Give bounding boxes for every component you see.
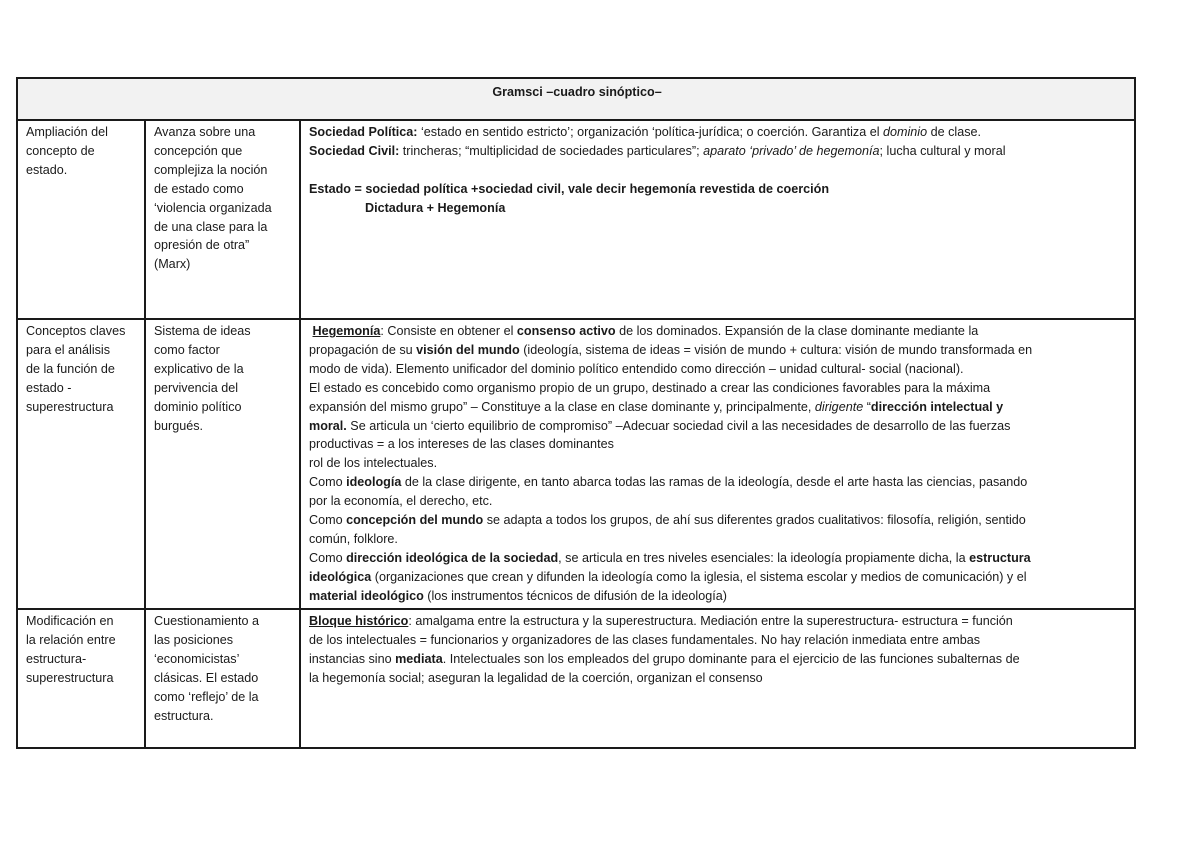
row-detail-cell — [300, 609, 1135, 748]
table-title: Gramsci –cuadro sinóptico– — [17, 78, 1135, 120]
row-summary-cell — [145, 319, 300, 609]
blank-line — [309, 161, 1128, 180]
text-run: (los instrumentos técnicos de difusión de la ideología) — [423, 588, 727, 603]
bold-term: visión del mundo — [416, 342, 520, 357]
text-run: : amalgama entre la estructura y la superestructura. Mediación entre la superestructura- estructura = función — [408, 614, 1013, 628]
table-row — [17, 609, 1135, 748]
text-run: , se articula en tres niveles esenciales: la ideología propiamente dicha, la — [558, 550, 970, 565]
row-detail-cell — [300, 319, 1135, 609]
text-line: El estado es concebido como organismo propio de un grupo, destinado a crear las condiciones favorables para la máxima — [309, 380, 991, 395]
text-line: modo de vida). Elemento unificador del dominio político entendido como dirección – unidad cultural- social (nacional). — [309, 361, 964, 376]
text-line: estado - — [26, 380, 72, 395]
text-run: “ — [863, 399, 871, 414]
text-run: instancias sino — [309, 651, 396, 666]
bold-term: dirección intelectual y — [870, 399, 1004, 414]
text-run: Como — [309, 513, 347, 528]
text-line: clásicas. El estado — [154, 670, 259, 685]
text-line: estado. — [26, 162, 68, 177]
synoptic-table — [16, 77, 1136, 749]
text-line: de estado como — [154, 181, 244, 196]
text-line: para el análisis — [26, 342, 111, 357]
bold-term: consenso activo — [516, 324, 616, 338]
row-topic-cell — [17, 120, 145, 319]
text-line — [309, 417, 1128, 436]
bold-term: ideológica — [309, 569, 372, 584]
bold-term: Sociedad Civil: — [309, 143, 400, 158]
bold-term: concepción del mundo — [346, 513, 484, 528]
text-run: (ideología, sistema de ideas = visión de mundo + cultura: visión de mundo transformada en — [519, 342, 1033, 357]
text-line — [309, 341, 1128, 360]
text-line: estructura- — [26, 651, 87, 666]
text-run: ; lucha cultural y moral — [879, 143, 1006, 158]
text-line — [309, 612, 1128, 631]
text-line: como factor — [154, 342, 220, 357]
text-line — [309, 587, 1128, 606]
text-line — [309, 398, 1128, 417]
text-line: la hegemonía social; aseguran la legalidad de la coerción, organizan el consenso — [309, 670, 763, 685]
text-run: expansión del mismo grupo” – Constituye a la clase en clase dominante y, principalmente, — [309, 399, 815, 414]
text-line — [309, 180, 1128, 199]
text-run: de los dominados. Expansión de la clase dominante mediante la — [615, 324, 979, 338]
text-line — [309, 199, 1128, 218]
text-line: Modificación en — [26, 614, 114, 628]
text-line — [309, 473, 1128, 492]
text-line: común, folklore. — [309, 531, 398, 546]
text-line: de una clase para la — [154, 219, 268, 234]
text-line: como ‘reflejo’ de la — [154, 689, 259, 704]
text-line: la relación entre — [26, 632, 116, 647]
table-row — [17, 120, 1135, 319]
text-line: opresión de otra” — [154, 238, 250, 253]
text-line — [309, 650, 1128, 669]
bold-formula: Dictadura + Hegemonía — [365, 200, 506, 215]
text-line — [309, 549, 1128, 568]
bold-term: moral. — [309, 418, 347, 433]
text-line: de la función de — [26, 361, 115, 376]
italic-term: aparato ‘privado’ de hegemonía — [703, 143, 880, 158]
text-line: las posiciones — [154, 632, 234, 647]
text-line: estructura. — [154, 708, 214, 723]
bold-term: estructura — [969, 550, 1031, 565]
row-summary-cell — [145, 120, 300, 319]
table-row — [17, 319, 1135, 609]
text-line: pervivencia del — [154, 380, 239, 395]
text-run: : Consiste en obtener el — [380, 324, 517, 338]
bold-term: dirección ideológica de la sociedad — [346, 550, 559, 565]
text-run: de clase. — [927, 125, 982, 139]
text-run: Se articula un ‘cierto equilibrio de compromiso” –Adecuar sociedad civil a las necesidades de desarrollo de las fuerzas — [346, 418, 1011, 433]
row-detail-cell — [300, 120, 1135, 319]
text-line: (Marx) — [154, 257, 191, 272]
text-line: productivas = a los intereses de las clases dominantes — [309, 437, 614, 452]
table-header-row — [17, 78, 1135, 120]
text-line: superestructura — [26, 670, 114, 685]
text-line: Cuestionamiento a — [154, 614, 260, 628]
text-line: ‘economicistas’ — [154, 651, 240, 666]
text-line: rol de los intelectuales. — [309, 456, 438, 471]
text-line: concepto de — [26, 143, 95, 158]
text-line: Avanza sobre una — [154, 125, 256, 139]
italic-term: dominio — [883, 125, 928, 139]
row-topic-cell — [17, 319, 145, 609]
text-run: Como — [309, 475, 347, 490]
text-line — [309, 322, 1128, 341]
text-run: (organizaciones que crean y difunden la ideología como la iglesia, el sistema escolar y medios de comunicación) y el — [371, 569, 1027, 584]
underlined-term: Hegemonía — [312, 324, 381, 338]
text-line: Sistema de ideas — [154, 324, 251, 338]
text-run: propagación de su — [309, 342, 417, 357]
text-run: ‘estado en sentido estricto’; organización ‘política-jurídica; o coerción. Garantiza el — [417, 125, 883, 139]
text-line: explicativo de la — [154, 361, 244, 376]
text-line: Conceptos claves — [26, 324, 126, 338]
text-line: dominio político — [154, 399, 242, 414]
row-summary-cell — [145, 609, 300, 748]
text-line: por la economía, el derecho, etc. — [309, 494, 493, 509]
text-run: Como — [309, 550, 347, 565]
text-line: superestructura — [26, 399, 114, 414]
text-line: concepción que — [154, 143, 243, 158]
bold-formula: Estado = sociedad política +sociedad civil, vale decir hegemonía revestida de coerción — [309, 181, 830, 196]
text-run: . Intelectuales son los empleados del grupo dominante para el ejercicio de las funciones subalternas de — [442, 651, 1020, 666]
text-line — [309, 142, 1128, 161]
text-line: Ampliación del — [26, 125, 108, 139]
text-line: de los intelectuales = funcionarios y organizadores de las clases fundamentales. No hay relación inmediata entre ambas — [309, 632, 981, 647]
underlined-term: Bloque histórico — [309, 614, 409, 628]
text-line: burgués. — [154, 418, 204, 433]
bold-term: material ideológico — [309, 588, 424, 603]
text-line: complejiza la noción — [154, 162, 268, 177]
text-line — [309, 123, 1128, 142]
bold-term: Sociedad Política: — [309, 125, 418, 139]
italic-term: dirigente — [814, 399, 864, 414]
text-line — [309, 511, 1128, 530]
text-line: ‘violencia organizada — [154, 200, 272, 215]
bold-term: mediata — [395, 651, 443, 666]
row-topic-cell — [17, 609, 145, 748]
text-run: trincheras; “multiplicidad de sociedades particulares”; — [399, 143, 704, 158]
bold-term: ideología — [346, 475, 402, 490]
text-line — [309, 568, 1128, 587]
text-run: se adapta a todos los grupos, de ahí sus diferentes grados cualitativos: filosofía, religión, sentido — [483, 513, 1026, 528]
text-run: de la clase dirigente, en tanto abarca todas las ramas de la ideología, desde el arte hasta las ciencias, pasando — [401, 475, 1028, 490]
